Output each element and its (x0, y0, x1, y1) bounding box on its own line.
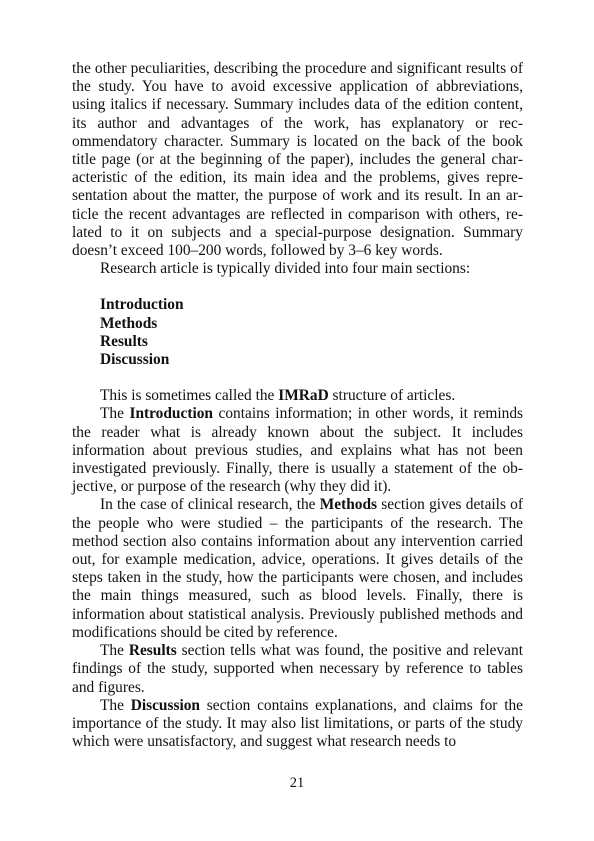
term-discussion: Discussion (130, 696, 200, 714)
paragraph-text: In the case of clinical research, the (100, 496, 320, 514)
section-list-item: Results (100, 332, 148, 350)
paragraph-text: This is sometimes called the (100, 387, 279, 405)
section-list-item: Introduction (100, 296, 184, 314)
paragraph-text: The (100, 642, 129, 660)
paragraph-imrad (72, 387, 523, 405)
term-results: Results (128, 642, 177, 660)
paragraph-summary: the other peculiarities, describing the procedure and significant results of the study. You have to avoid excessive application of abbreviations, using italics if necessary. Summary includes data of the edition content, its author and advantages of the work, has explanatory or recommendatory character. Summary is located on the back of the book title page (or at the beginning of the paper), includes the general characteristic of the edition, its main idea and the problems, gives representation about the matter, the purpose of work and its result. In an article the recent advantages are reflected in comparison with others, related to it on subjects and a special-purpose designation. Summary doesn’t exceed 100–200 words, followed by 3–6 key words. (72, 60, 523, 260)
paragraph-text: The (100, 405, 130, 423)
term-methods: Methods (319, 496, 378, 514)
paragraph-results (72, 642, 523, 697)
page-number: 21 (289, 775, 305, 791)
section-list-item: Discussion (100, 351, 170, 369)
section-list-item: Methods (100, 314, 158, 332)
paragraph-text: contains information; in other words, it reminds the reader what is already known about the subject. It includes information about previous studies, and explains what has not been investigated previously. Finally, there is usually a statement of the objective, or purpose of the research (why they did it). (72, 405, 524, 496)
paragraph-text: section contains explanations, and claims for the importance of the study. It may also list limitations, or parts of the study which were unsatisfactory, and suggest what research needs to (72, 696, 523, 751)
paragraph-text: structure of articles. (328, 387, 456, 405)
document-page (72, 60, 523, 751)
paragraph-text: section gives details of the people who were studied – the participants of the research. The method section also contains information about any intervention carried out, for example medication, advice, operations. It gives details of the steps taken in the study, how the participants were chosen, and includes the main things measured, such as blood levels. Finally, there is information about statistical analysis. Previously published methods and modifications should be cited by reference. (72, 496, 524, 641)
paragraph-methods (72, 496, 523, 642)
paragraph-discussion (72, 697, 523, 752)
term-introduction: Introduction (129, 405, 213, 423)
paragraph-sections-intro: Research article is typically divided into four main sections: (100, 260, 471, 278)
term-imrad: IMRaD (278, 387, 329, 405)
paragraph-text: section tells what was found, the positive and relevant findings of the study, supported when necessary by reference to tables and figures. (72, 642, 523, 696)
paragraph-introduction (72, 405, 523, 496)
imrad-section-list (100, 296, 523, 369)
paragraph-text: The (100, 696, 131, 714)
